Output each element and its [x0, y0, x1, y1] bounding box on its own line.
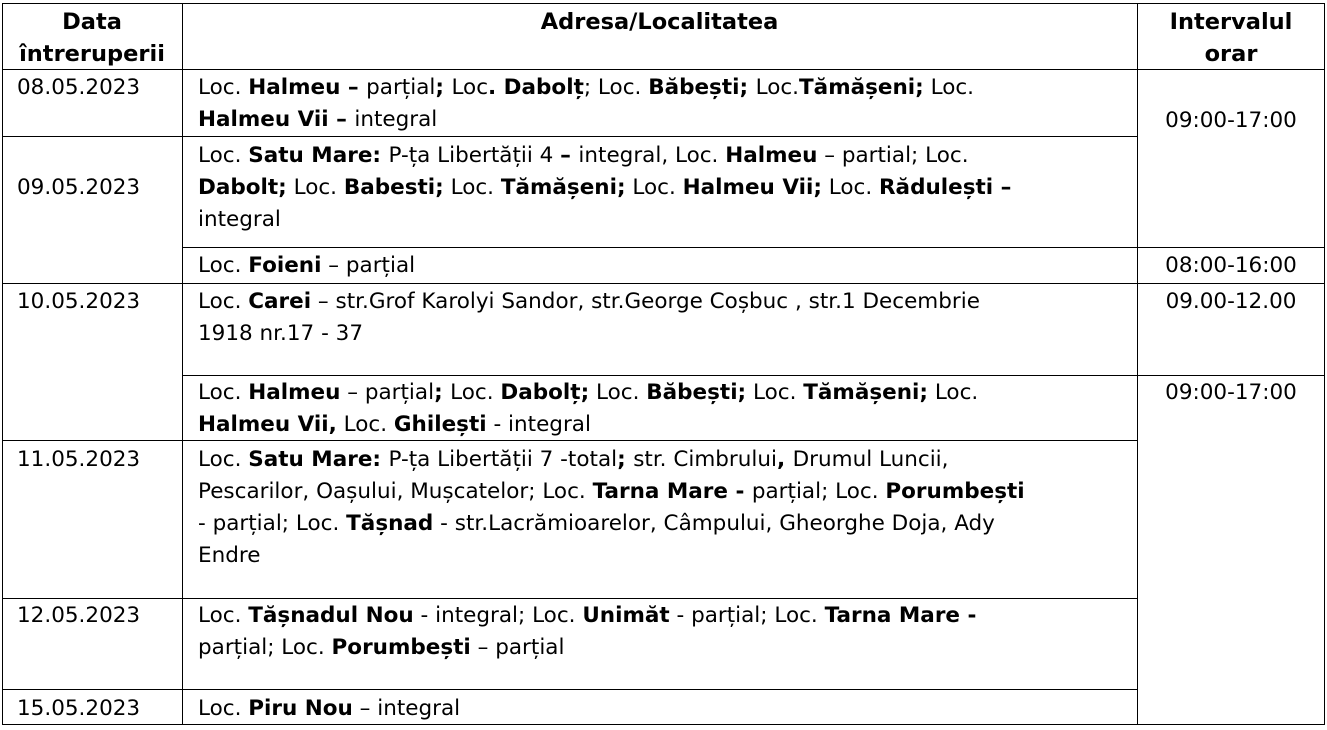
address-text: Loc.: [450, 380, 501, 405]
address-text-bold: ;: [435, 75, 452, 100]
address-text: integral: [354, 107, 438, 132]
address-text-bold: Porumbești: [331, 635, 471, 660]
address-text: 1918 nr.17 - 37: [198, 321, 364, 346]
header-address-label: Adresa/Localitatea: [540, 9, 779, 35]
address-text-bold: Tarna Mare -: [824, 603, 977, 628]
address-text: Endre: [198, 543, 261, 568]
address-text: integral, Loc.: [578, 143, 726, 168]
row-divider: [2, 136, 1138, 137]
address-cell: [198, 444, 1025, 572]
address-line: [198, 104, 974, 136]
address-text: - parțial; Loc.: [669, 603, 825, 628]
date-cell: 10.05.2023: [17, 289, 141, 314]
header-divider: [2, 69, 1325, 70]
address-text-bold: ;: [434, 380, 451, 405]
address-text-bold: Ghilești: [393, 412, 487, 437]
address-text-bold: Tarna Mare -: [592, 479, 752, 504]
address-text: Loc.: [443, 175, 501, 200]
row-divider: [2, 283, 1325, 284]
row-divider: [2, 689, 1138, 690]
address-text-bold: Tășnadul Nou: [248, 603, 414, 628]
address-line: [198, 204, 1011, 236]
header-interval: [1138, 6, 1324, 70]
address-line: [198, 250, 415, 282]
address-line: [198, 286, 980, 318]
address-text: Loc.: [821, 175, 879, 200]
address-text: Loc.: [923, 75, 975, 100]
address-cell: [198, 250, 415, 282]
header-interval-line2: orar: [1204, 41, 1258, 67]
address-line: [198, 632, 976, 664]
header-interval-line1: Intervalul: [1169, 9, 1293, 35]
address-text-bold: Satu Mare:: [248, 143, 389, 168]
address-text-bold: ;: [617, 447, 634, 472]
address-text: parțial; Loc.: [198, 635, 332, 660]
address-text-bold: Rădulești –: [879, 175, 1012, 200]
address-text-bold: Tămășeni;: [500, 175, 626, 200]
address-text-bold: Halmeu Vii;: [682, 175, 822, 200]
address-text-bold: . Dabolț: [488, 75, 584, 100]
address-text: Loc.: [198, 696, 249, 721]
header-address: [182, 6, 1137, 38]
header-date-line1: Data: [62, 9, 122, 35]
address-text-bold: Halmeu: [248, 380, 341, 405]
address-text-bold: Halmeu –: [248, 75, 367, 100]
address-text: Loc.: [755, 75, 800, 100]
address-text: Pescarilor, Oașului, Mușcatelor; Loc.: [198, 479, 593, 504]
table-border-top: [2, 3, 1325, 4]
address-text: P-ța Libertății 7 -total: [388, 447, 618, 472]
address-text-bold: Carei: [248, 289, 312, 314]
address-text: Loc.: [625, 175, 683, 200]
date-cell: 09.05.2023: [17, 175, 141, 200]
address-cell: [198, 600, 976, 664]
address-text: Loc.: [198, 603, 249, 628]
address-text-bold: Tășnad: [346, 511, 434, 536]
address-text-bold: –: [560, 143, 579, 168]
table-border-left: [2, 3, 3, 725]
address-text: Loc.: [198, 253, 249, 278]
date-cell: 15.05.2023: [17, 696, 141, 721]
address-line: [198, 140, 1011, 172]
address-text-bold: Piru Nou: [248, 696, 353, 721]
address-text-bold: Babesti;: [343, 175, 444, 200]
address-text: Loc.: [336, 412, 394, 437]
address-text-bold: Băbești;: [646, 380, 747, 405]
address-line: [198, 409, 978, 441]
address-text: – integral: [352, 696, 461, 721]
address-text-bold: Dabolț;: [500, 380, 590, 405]
address-text: - integral: [486, 412, 591, 437]
address-text: Loc: [451, 75, 489, 100]
address-text: parțial; Loc.: [751, 479, 886, 504]
date-cell: 11.05.2023: [17, 447, 141, 472]
address-text-bold: Foieni: [248, 253, 322, 278]
address-text: integral: [198, 207, 281, 232]
address-text: – parțial: [470, 635, 565, 660]
address-text-bold: Tămășeni;: [799, 75, 924, 100]
address-cell: [198, 377, 978, 441]
address-text: Loc.: [198, 447, 249, 472]
address-text-bold: Halmeu Vii,: [198, 412, 337, 437]
address-text-bold: ,: [776, 447, 793, 472]
address-cell: [198, 286, 980, 350]
address-text: – str.Grof Karolyi Sandor, str.George Coșbuc , str.1 Decembrie: [311, 289, 980, 314]
address-text: - parțial; Loc.: [198, 511, 347, 536]
address-line: [198, 540, 1025, 572]
address-line: [198, 508, 1025, 540]
address-text: Loc.: [198, 289, 249, 314]
date-cell: 12.05.2023: [17, 603, 141, 628]
address-text: Loc.: [198, 75, 249, 100]
address-text: str. Cimbrului: [633, 447, 777, 472]
interval-cell: 09:00-17:00: [1165, 380, 1297, 405]
address-text-bold: Unimăt: [582, 603, 670, 628]
address-text: ; Loc.: [583, 75, 649, 100]
address-text: Loc.: [198, 143, 249, 168]
address-line: [198, 476, 1025, 508]
address-text: P-ța Libertății 4: [388, 143, 561, 168]
address-text: Drumul Luncii,: [792, 447, 949, 472]
address-text: parțial: [366, 75, 436, 100]
address-text-bold: Porumbești: [885, 479, 1025, 504]
address-text-bold: Halmeu Vii –: [198, 107, 355, 132]
row-divider: [2, 598, 1138, 599]
address-text: - str.Lacrămioarelor, Câmpului, Gheorghe Doja, Ady: [433, 511, 995, 536]
address-text: Loc.: [198, 380, 249, 405]
address-text-bold: Tămășeni;: [803, 380, 928, 405]
address-text: – parțial: [321, 253, 416, 278]
address-text-bold: Dabolt;: [198, 175, 287, 200]
date-cell: 08.05.2023: [17, 75, 141, 100]
row-divider: [182, 247, 1325, 248]
row-divider: [182, 375, 1325, 376]
address-text-bold: Băbești;: [648, 75, 756, 100]
address-text: – partial; Loc.: [817, 143, 969, 168]
address-line: [198, 693, 460, 725]
address-text-bold: Halmeu: [725, 143, 818, 168]
address-line: [198, 600, 976, 632]
address-cell: [198, 72, 974, 136]
header-date: [2, 6, 182, 70]
address-text: Loc.: [928, 380, 979, 405]
address-line: [198, 318, 980, 350]
address-text: Loc.: [746, 380, 804, 405]
interval-cell: 09:00-17:00: [1165, 108, 1297, 133]
address-text-bold: Satu Mare:: [248, 447, 389, 472]
interval-cell: 09.00-12.00: [1165, 289, 1297, 314]
header-date-line2: întreruperii: [19, 41, 165, 67]
address-text: Loc.: [589, 380, 647, 405]
address-cell: [198, 693, 460, 725]
address-text: - integral; Loc.: [413, 603, 583, 628]
interval-cell: 08:00-16:00: [1165, 253, 1297, 278]
address-line: [198, 172, 1011, 204]
address-cell: [198, 140, 1011, 236]
date-column-divider: [182, 3, 183, 725]
table-border-right: [1324, 3, 1325, 725]
address-text: Loc.: [286, 175, 344, 200]
address-text: – parțial: [340, 380, 435, 405]
address-line: [198, 72, 974, 104]
address-line: [198, 444, 1025, 476]
address-line: [198, 377, 978, 409]
